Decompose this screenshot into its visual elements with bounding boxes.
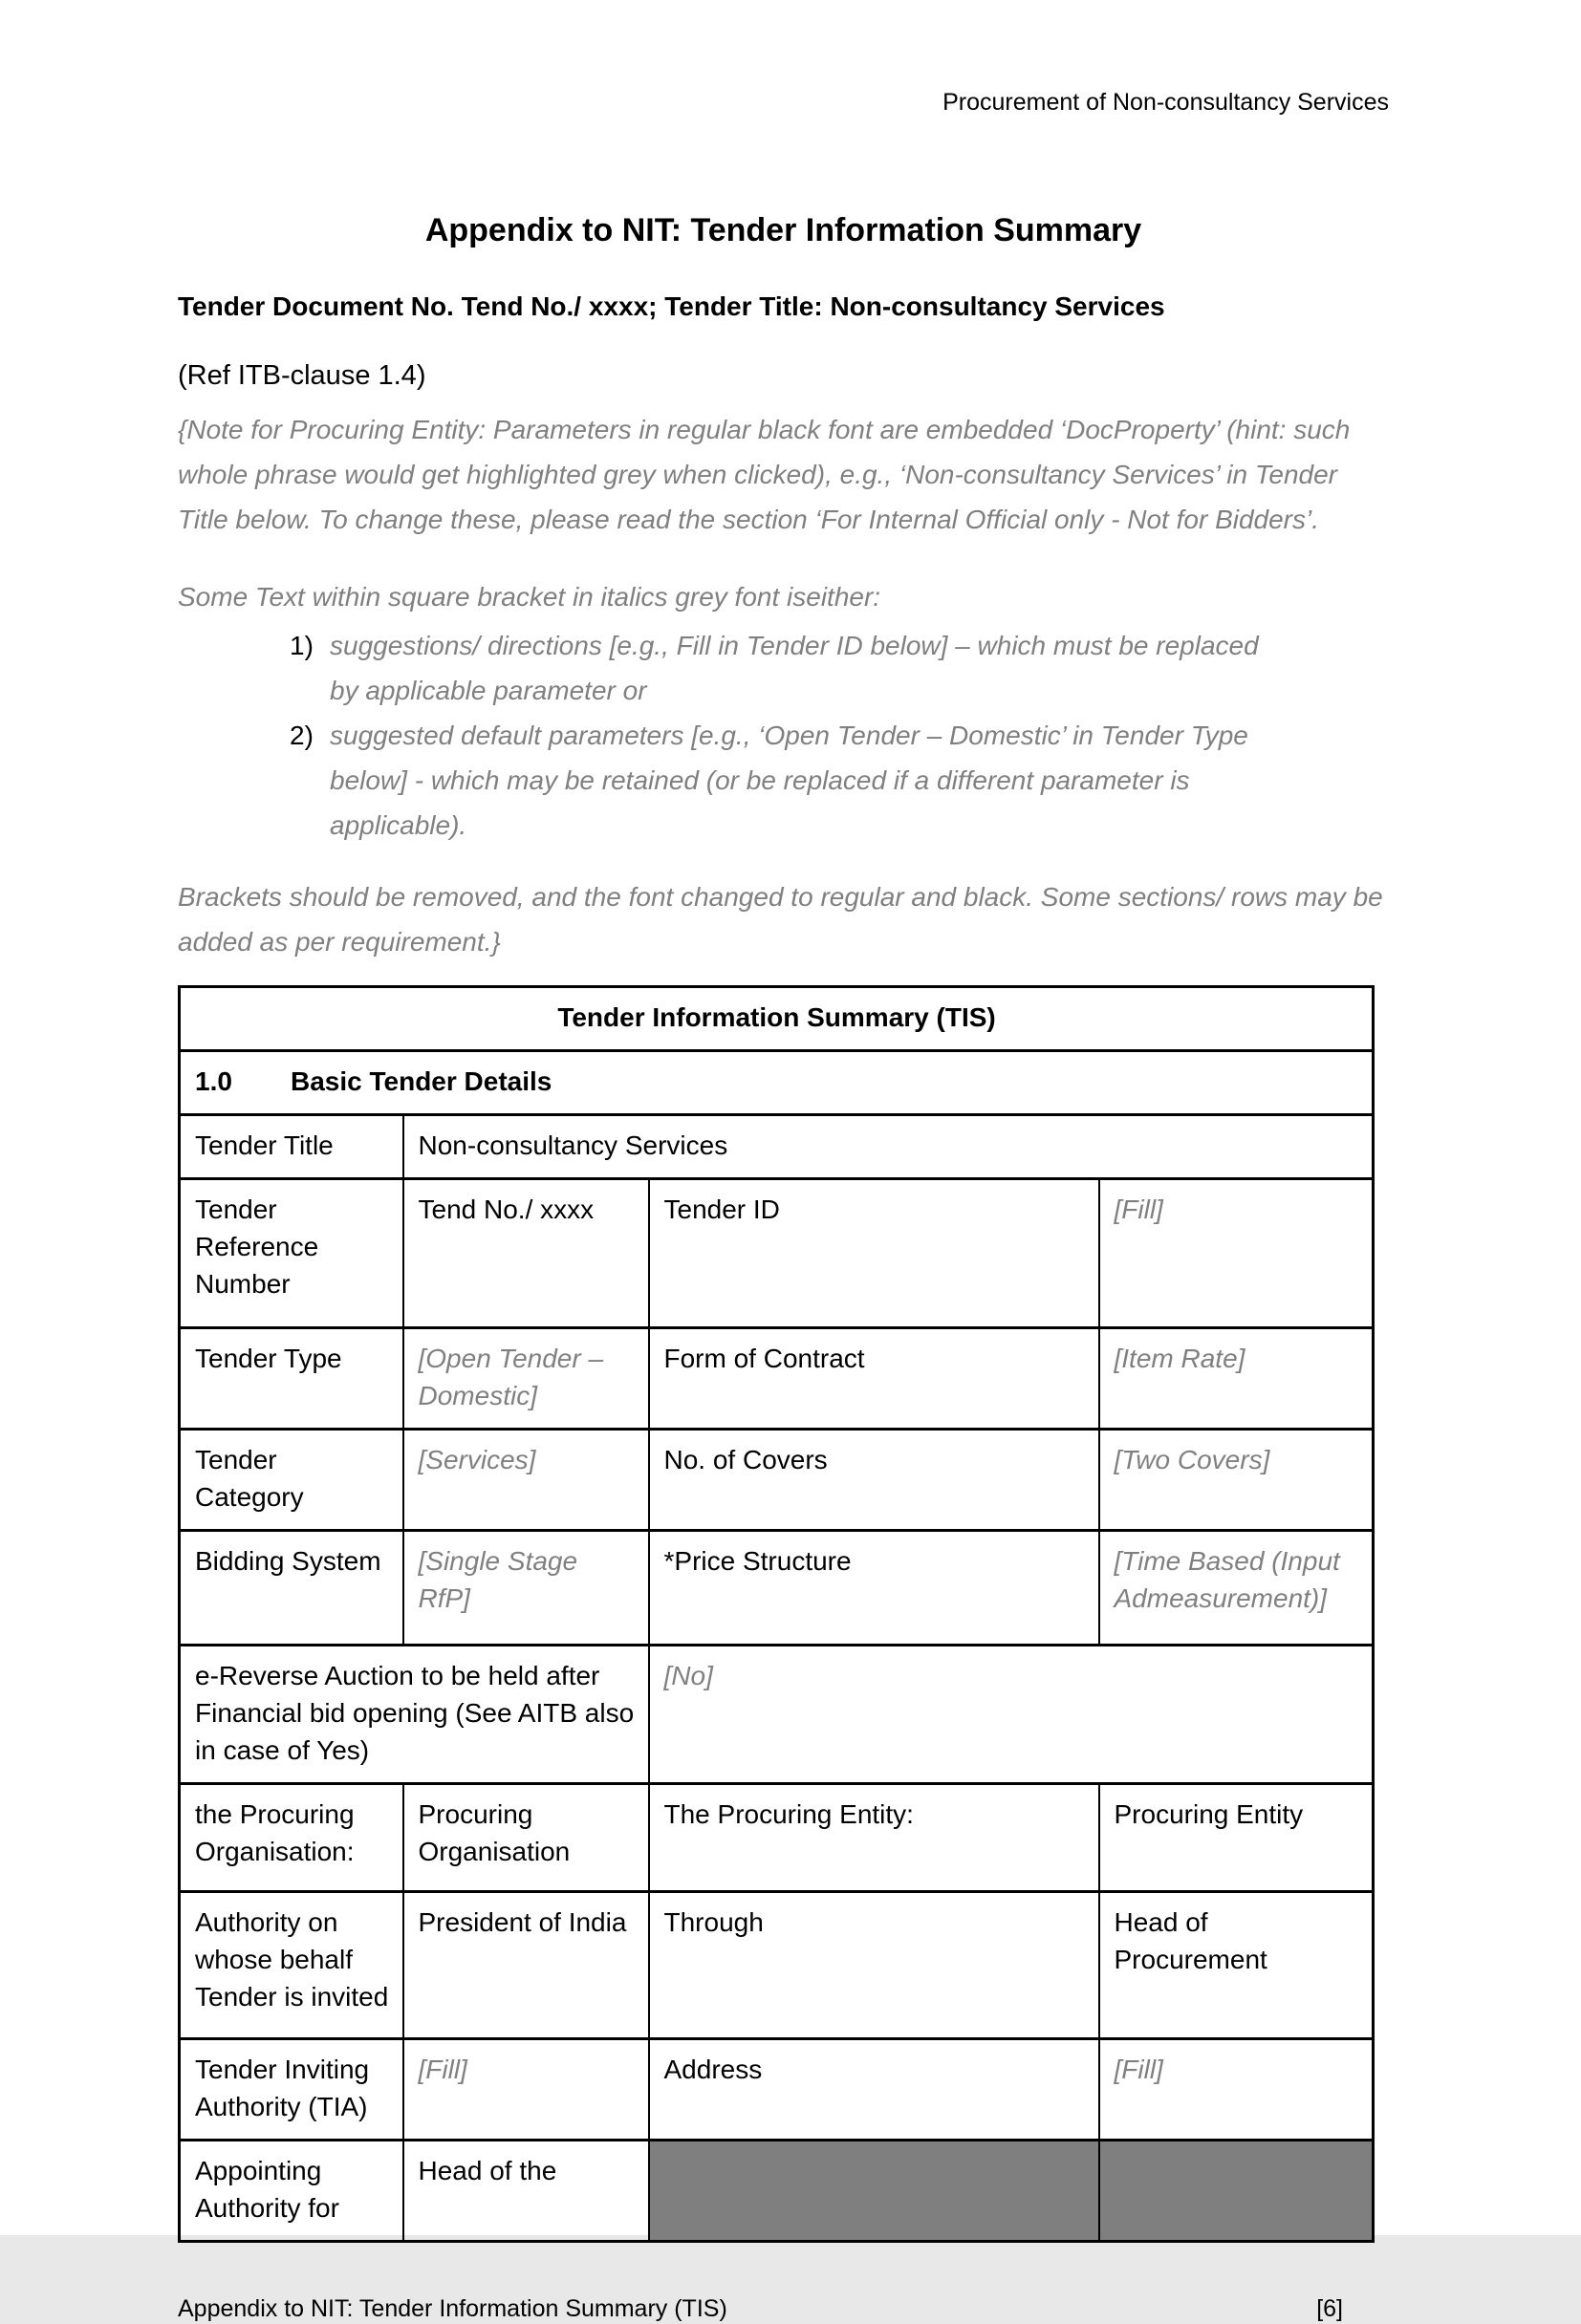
label-cell: Through <box>649 1892 1099 2039</box>
label-cell: The Procuring Entity: <box>649 1784 1099 1892</box>
value-cell: Head of Procurement <box>1099 1892 1374 2039</box>
label-cell: Bidding System <box>180 1531 403 1646</box>
list-item <box>290 713 1276 848</box>
running-header: Procurement of Non-consultancy Services <box>942 89 1389 116</box>
table-row <box>180 1892 1374 2039</box>
value-cell: Tend No./ xxxx <box>403 1179 649 1328</box>
intro-line: Some Text within square bracket in italics grey font iseither: <box>178 582 881 612</box>
ref-clause: (Ref ITB-clause 1.4) <box>178 360 426 391</box>
label-cell: Tender Inviting Authority (TIA) <box>180 2039 403 2141</box>
table-row <box>180 987 1374 1051</box>
table-row <box>180 1115 1374 1179</box>
footer-title: Appendix to NIT: Tender Information Summary (TIS) <box>178 2295 727 2322</box>
label-cell: Tender Category <box>180 1430 403 1531</box>
table-row <box>180 2141 1374 2242</box>
list-item-text: suggestions/ directions [e.g., Fill in Tender ID below] – which must be replaced by applicable parameter or <box>330 631 1259 705</box>
shaded-cell <box>649 2141 1099 2242</box>
placeholder-cell: [Services] <box>403 1430 649 1531</box>
shaded-cell <box>1099 2141 1374 2242</box>
table-row <box>180 1531 1374 1646</box>
table-row <box>180 1430 1374 1531</box>
table-row <box>180 2039 1374 2141</box>
list-item <box>290 623 1276 713</box>
placeholder-cell: [Two Covers] <box>1099 1430 1374 1531</box>
label-cell: e-Reverse Auction to be held after Financial bid opening (See AITB also in case of Yes) <box>180 1646 649 1784</box>
label-cell: *Price Structure <box>649 1531 1099 1646</box>
list-item-text: suggested default parameters [e.g., ‘Open Tender – Domestic’ in Tender Type below] - which may be retained (or be replaced if a different parameter is applicable). <box>330 721 1248 840</box>
label-cell: Tender Type <box>180 1328 403 1430</box>
label-cell: Tender ID <box>649 1179 1099 1328</box>
page-content <box>178 0 1389 2324</box>
tender-document-line: Tender Document No. Tend No./ xxxx; Tender Title: Non-consultancy Services <box>178 291 1165 321</box>
label-cell: No. of Covers <box>649 1430 1099 1531</box>
label-cell: Form of Contract <box>649 1328 1099 1430</box>
value-cell: Procuring Organisation <box>403 1784 649 1892</box>
table-title-cell: Tender Information Summary (TIS) <box>180 987 1374 1051</box>
placeholder-cell: [Fill] <box>403 2039 649 2141</box>
page-number: [6] <box>1316 2295 1343 2322</box>
ordered-list <box>178 623 1389 848</box>
table-row <box>180 1784 1374 1892</box>
label-cell: Tender Title <box>180 1115 403 1179</box>
label-cell: Tender Reference Number <box>180 1179 403 1328</box>
tender-information-summary-table <box>178 985 1375 2243</box>
label-cell: Appointing Authority for <box>180 2141 403 2242</box>
section-header-cell <box>180 1051 1374 1115</box>
value-cell: Non-consultancy Services <box>403 1115 1374 1179</box>
table-row <box>180 1328 1374 1430</box>
value-cell: Procuring Entity <box>1099 1784 1374 1892</box>
table-row <box>180 1051 1374 1115</box>
label-cell: Authority on whose behalf Tender is invited <box>180 1892 403 2039</box>
list-marker: 2) <box>290 721 314 750</box>
list-marker: 1) <box>290 631 314 660</box>
procuring-entity-note: {Note for Procuring Entity: Parameters in regular black font are embedded ‘DocProperty’ (hint: such whole phrase would get highlighted grey when clicked), e.g., ‘Non-consultancy Services’ in Tender Title below. To change these, please read the section ‘For Internal Official only - Not for Bidders’. <box>178 415 1351 534</box>
page-footer <box>178 2294 1372 2324</box>
value-cell: President of India <box>403 1892 649 2039</box>
section-number: 1.0 <box>195 1066 232 1096</box>
closing-note: Brackets should be removed, and the font changed to regular and black. Some sections/ rows may be added as per requirement.} <box>178 882 1383 957</box>
value-cell: Head of the <box>403 2141 649 2242</box>
placeholder-cell: [No] <box>649 1646 1374 1784</box>
placeholder-cell: [Fill] <box>1099 1179 1374 1328</box>
table-row <box>180 1646 1374 1784</box>
placeholder-cell: [Time Based (Input Admeasurement)] <box>1099 1531 1374 1646</box>
placeholder-cell: [Single Stage RfP] <box>403 1531 649 1646</box>
page-title: Appendix to NIT: Tender Information Summary <box>424 212 1142 248</box>
placeholder-cell: [Item Rate] <box>1099 1328 1374 1430</box>
placeholder-cell: [Open Tender – Domestic] <box>403 1328 649 1430</box>
section-label: Basic Tender Details <box>291 1066 552 1096</box>
label-cell: the Procuring Organisation: <box>180 1784 403 1892</box>
table-row <box>180 1179 1374 1328</box>
label-cell: Address <box>649 2039 1099 2141</box>
placeholder-cell: [Fill] <box>1099 2039 1374 2141</box>
